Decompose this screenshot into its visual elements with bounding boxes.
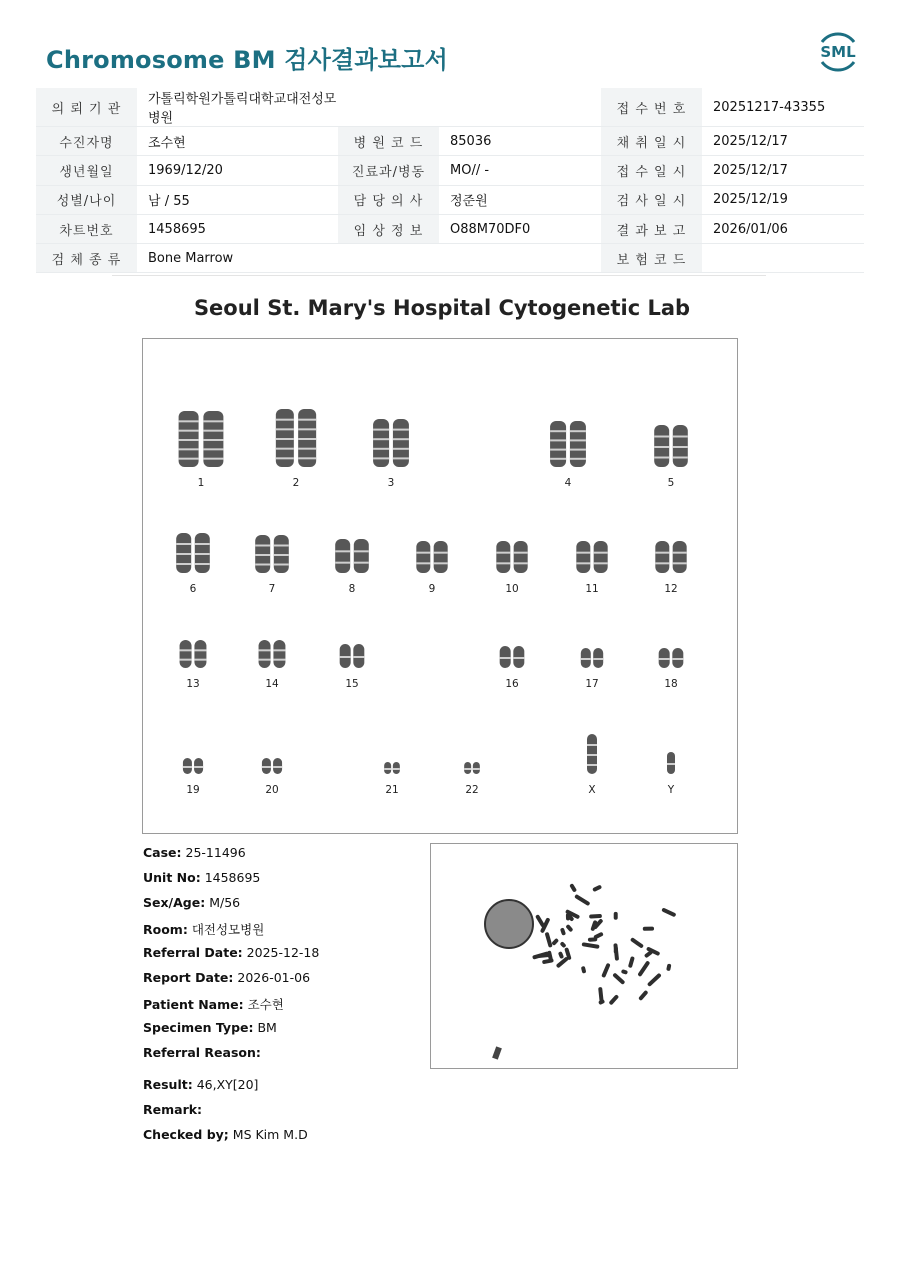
- metaphase-chromosome: [569, 883, 577, 893]
- info-value: O88M70DF0: [439, 214, 601, 243]
- metaphase-chromosome: [666, 964, 671, 972]
- case-field-value: 조수현: [247, 997, 284, 1012]
- patient-info-table: [36, 88, 864, 273]
- case-field: [143, 995, 284, 1013]
- info-value: 남 / 55: [137, 185, 338, 214]
- info-value: Bone Marrow: [137, 244, 338, 273]
- info-value: [702, 244, 864, 273]
- metaphase-chromosome: [581, 966, 587, 974]
- chromosome-pair-18: [659, 648, 684, 668]
- case-field-key: Report Date:: [143, 970, 234, 985]
- metaphase-chromosome: [588, 937, 598, 941]
- case-field-value: 2026-01-06: [237, 970, 311, 985]
- info-value: 정준원: [439, 185, 601, 214]
- case-field-key: Unit No:: [143, 870, 201, 885]
- case-field-value: 2025-12-18: [246, 945, 320, 960]
- metaphase-chromosome: [601, 963, 611, 978]
- chromosome-pair-15: [340, 644, 365, 668]
- metaphase-chromosome: [614, 912, 618, 920]
- case-field: [143, 1077, 258, 1092]
- metaphase-chromosome: [614, 946, 618, 953]
- chromosome-pair-9: [416, 541, 447, 573]
- case-field-key: Remark:: [143, 1102, 203, 1117]
- info-label: 생년월일: [36, 156, 137, 185]
- info-row: [36, 156, 864, 185]
- chromosome-label: 14: [265, 678, 279, 690]
- chromosome-label: X: [588, 784, 596, 796]
- chromosome-pair-8: [335, 539, 369, 573]
- case-field-key: Room:: [143, 922, 188, 937]
- case-field: [143, 1045, 261, 1060]
- chromosome-pair-17: [581, 648, 603, 668]
- sml-logo: [814, 28, 862, 76]
- info-value: [439, 244, 601, 273]
- metaphase-chromosome: [535, 914, 545, 928]
- metaphase-chromosome: [598, 999, 605, 1005]
- report-title: Chromosome BM 검사결과보고서: [46, 46, 448, 74]
- metaphase-chromosome: [647, 973, 662, 987]
- case-field: [143, 1127, 308, 1142]
- case-field: [143, 1102, 202, 1117]
- case-field: [143, 945, 319, 960]
- info-row: [36, 214, 864, 243]
- chromosome-label: 20: [265, 784, 279, 796]
- info-value: [338, 244, 439, 273]
- case-field-value: M/56: [209, 895, 241, 910]
- case-field-value: 46,XY[20]: [196, 1077, 259, 1092]
- metaphase-chromosome: [558, 951, 564, 959]
- case-field-key: Patient Name:: [143, 997, 244, 1012]
- svg-text:SML: SML: [820, 43, 856, 61]
- info-label: 수진자명: [36, 127, 137, 156]
- chromosome-label: 22: [465, 784, 479, 796]
- chromosome-label: 7: [268, 583, 276, 595]
- chromosome-pair-5: [654, 425, 688, 467]
- chromosome-pair-21: [384, 762, 400, 774]
- chromosome-label: 4: [564, 477, 572, 489]
- info-row: [36, 185, 864, 214]
- case-field-key: Referral Date:: [143, 945, 243, 960]
- chromosome-pair-Y: [667, 752, 675, 774]
- metaphase-chromosome: [566, 913, 570, 920]
- case-field-key: Result:: [143, 1077, 193, 1092]
- metaphase-chromosome: [582, 942, 600, 949]
- case-field: [143, 970, 310, 985]
- info-value: 2025/12/17: [702, 156, 864, 185]
- info-value: 2025/12/19: [702, 185, 864, 214]
- info-label: 성별/나이: [36, 185, 137, 214]
- info-label: 검 사 일 시: [601, 185, 702, 214]
- chromosome-label: 17: [585, 678, 599, 690]
- info-value: [439, 88, 601, 127]
- chromosome-label: 8: [348, 583, 356, 595]
- info-label: 담 당 의 사: [338, 185, 439, 214]
- chromosome-label: 21: [385, 784, 399, 796]
- info-label: 차트번호: [36, 214, 137, 243]
- chromosome-pair-7: [255, 535, 289, 573]
- info-value: 조수현: [137, 127, 338, 156]
- metaphase-image: [431, 844, 737, 1068]
- chromosome-label: 19: [186, 784, 200, 796]
- metaphase-chromosome: [661, 907, 676, 917]
- chromosome-label: 16: [505, 678, 519, 690]
- info-value: [338, 88, 439, 127]
- chromosome-label: 2: [292, 477, 300, 489]
- chromosome-pair-13: [180, 640, 207, 668]
- case-field: [143, 895, 240, 910]
- chromosome-label: 15: [345, 678, 359, 690]
- info-value: 1458695: [137, 214, 338, 243]
- case-field-value: 대전성모병원: [191, 922, 265, 937]
- section-divider: [112, 275, 766, 276]
- metaphase-chromosome: [574, 894, 590, 906]
- chromosome-pair-3: [373, 419, 409, 467]
- metaphase-chromosome: [560, 941, 567, 948]
- chromosome-label: 1: [197, 477, 205, 489]
- info-label: 임 상 정 보: [338, 214, 439, 243]
- chromosome-label: 12: [664, 583, 678, 595]
- info-value: 20251217-43355: [702, 88, 864, 127]
- info-label: 접 수 번 호: [601, 88, 702, 127]
- metaphase-chromosome: [621, 969, 628, 975]
- case-field: [143, 845, 246, 860]
- info-value: MO// -: [439, 156, 601, 185]
- info-row: [36, 127, 864, 156]
- info-label: 결 과 보 고: [601, 214, 702, 243]
- chromosome-label: 10: [505, 583, 519, 595]
- metaphase-chromosome: [637, 960, 650, 977]
- metaphase-chromosome: [545, 932, 553, 948]
- chromosome-pair-11: [576, 541, 607, 573]
- debris-fragment: [492, 1046, 502, 1059]
- case-field: [143, 920, 264, 938]
- chromosome-pair-12: [655, 541, 686, 573]
- metaphase-chromosome: [628, 956, 635, 968]
- case-field-value: 1458695: [204, 870, 261, 885]
- chromosome-pair-6: [176, 533, 210, 573]
- info-value: 1969/12/20: [137, 156, 338, 185]
- metaphase-chromosome: [589, 914, 602, 919]
- info-label: 접 수 일 시: [601, 156, 702, 185]
- metaphase-chromosome: [643, 927, 654, 931]
- interphase-nucleus: [485, 900, 533, 948]
- metaphase-chromosome: [612, 972, 625, 984]
- case-field-key: Specimen Type:: [143, 1020, 254, 1035]
- metaphase-panel: [430, 843, 738, 1069]
- case-field-key: Checked by;: [143, 1127, 229, 1142]
- chromosome-pair-4: [550, 421, 586, 467]
- case-field: [143, 870, 260, 885]
- info-label: 검 체 종 류: [36, 244, 137, 273]
- info-value: 가톨릭학원가톨릭대학교대전성모병원: [137, 88, 338, 127]
- metaphase-chromosome: [638, 990, 648, 1001]
- chromosome-label: 5: [667, 477, 675, 489]
- case-field-value: BM: [257, 1020, 277, 1035]
- chromosome-pair-1: [179, 411, 224, 467]
- info-label: 채 취 일 시: [601, 127, 702, 156]
- chromosome-pair-2: [276, 409, 316, 467]
- info-label: 병 원 코 드: [338, 127, 439, 156]
- chromosome-label: Y: [667, 784, 675, 796]
- chromosome-label: 3: [387, 477, 395, 489]
- chromosome-pair-10: [496, 541, 527, 573]
- chromosome-pair-20: [262, 758, 282, 774]
- info-value: 85036: [439, 127, 601, 156]
- case-field-key: Sex/Age:: [143, 895, 206, 910]
- metaphase-chromosome: [551, 938, 559, 946]
- case-field-value: MS Kim M.D: [232, 1127, 308, 1142]
- metaphase-chromosome: [532, 951, 549, 959]
- chromosome-label: 13: [186, 678, 200, 690]
- metaphase-chromosome: [565, 924, 573, 933]
- chromosome-pair-16: [500, 646, 525, 668]
- info-label: 의 뢰 기 관: [36, 88, 137, 127]
- info-label: 진료과/병동: [338, 156, 439, 185]
- metaphase-chromosome: [592, 884, 602, 892]
- metaphase-chromosome: [630, 937, 644, 949]
- chromosome-pair-22: [464, 762, 480, 774]
- info-row: [36, 244, 864, 273]
- chromosome-label: 11: [585, 583, 599, 595]
- case-field: [143, 1020, 277, 1035]
- metaphase-chromosome: [560, 927, 566, 935]
- karyotype-panel: [142, 338, 738, 834]
- chromosome-pair-X: [587, 734, 597, 774]
- chromosome-pair-14: [259, 640, 286, 668]
- chromosome-label: 6: [189, 583, 197, 595]
- info-row: [36, 88, 864, 127]
- chromosome-label: 9: [428, 583, 436, 595]
- info-label: 보 험 코 드: [601, 244, 702, 273]
- lab-title: Seoul St. Mary's Hospital Cytogenetic Lab: [193, 296, 691, 320]
- case-field-value: 25-11496: [185, 845, 246, 860]
- case-field-key: Case:: [143, 845, 182, 860]
- case-field-key: Referral Reason:: [143, 1045, 261, 1060]
- chromosome-label: 18: [664, 678, 678, 690]
- info-value: 2025/12/17: [702, 127, 864, 156]
- chromosome-pair-19: [183, 758, 203, 774]
- info-value: 2026/01/06: [702, 214, 864, 243]
- metaphase-chromosome: [608, 994, 619, 1005]
